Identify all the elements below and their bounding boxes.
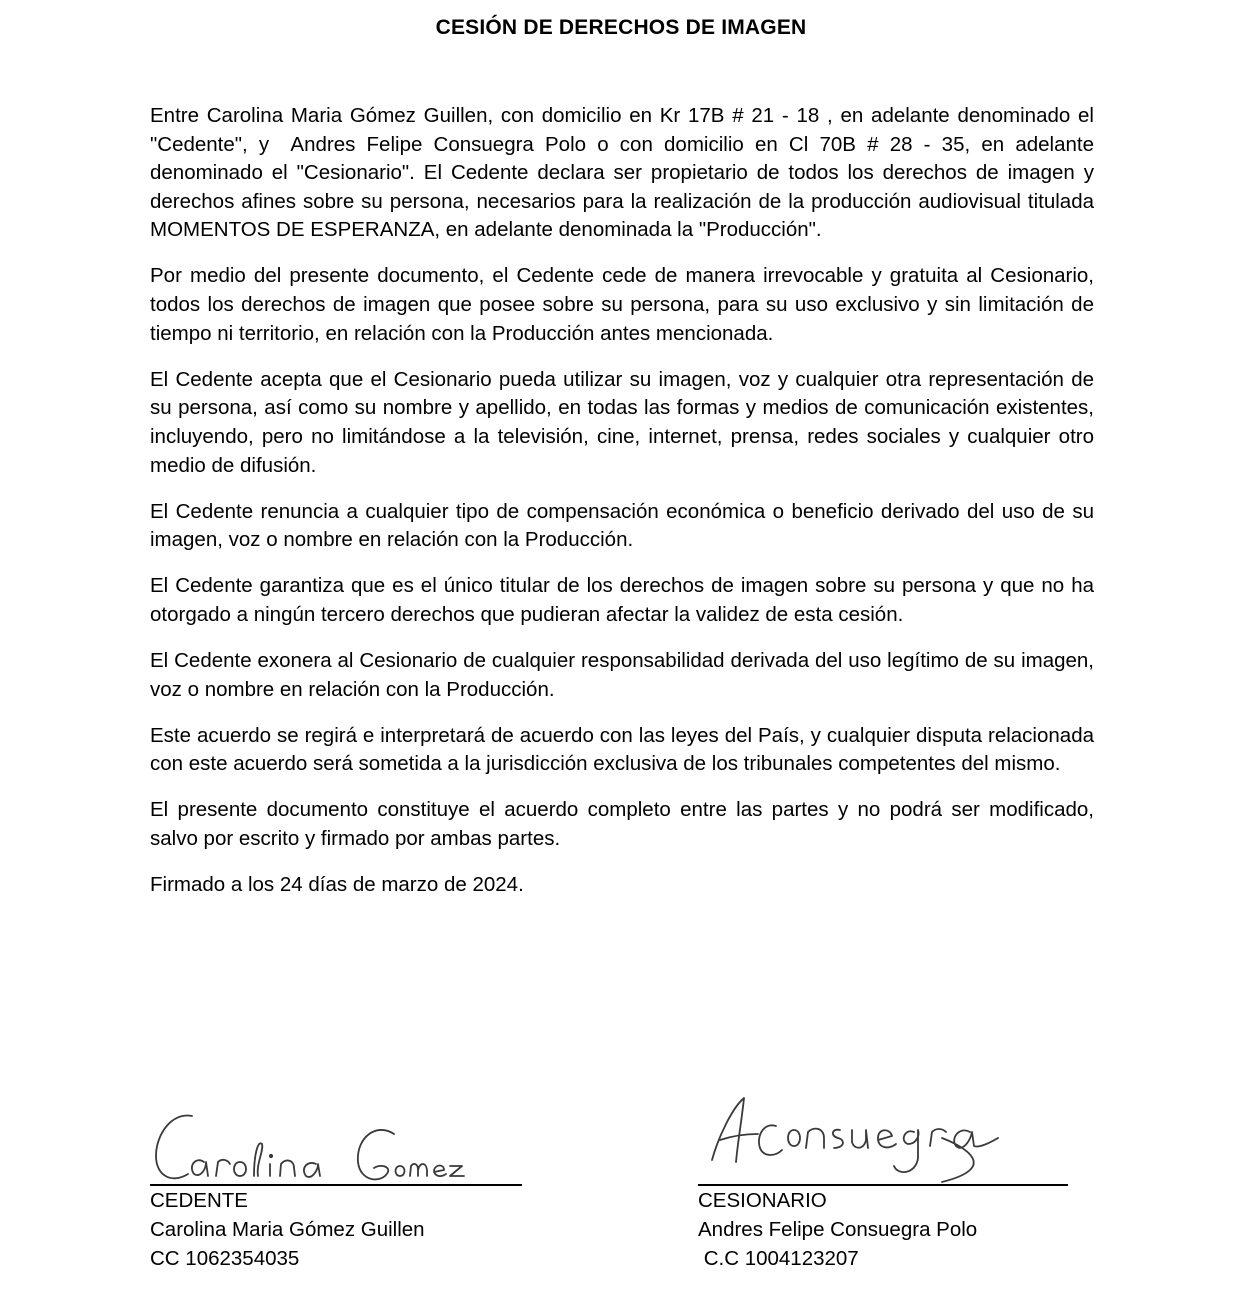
cesionario-role-label: CESIONARIO [698, 1189, 827, 1212]
document-body [150, 102, 1100, 917]
cedente-handwritten-signature [150, 1104, 480, 1188]
paragraph-compensation: El Cedente renuncia a cualquier tipo de compensación económica o beneficio derivado del uso de su imagen, voz o nombre en relación con la Producción. [150, 499, 1100, 552]
cesionario-handwritten-signature [698, 1078, 1058, 1188]
cedente-role-label: CEDENTE [150, 1189, 248, 1212]
paragraph-signed-date: Firmado a los 24 días de marzo de 2024. [150, 873, 524, 897]
cedente-signature-block [150, 1100, 522, 1273]
paragraph-guarantee: El Cedente garantiza que es el único titular de los derechos de imagen sobre su persona y que no ha otorgado a ningún tercero derechos que pudieran afectar la validez de esta cesión. [150, 574, 1100, 626]
paragraph-jurisdiction: Este acuerdo se regirá e interpretará de acuerdo con las leyes del País, y cualquier disputa relacionada con este acuerdo será sometida a la jurisdicción exclusiva de los tribunales competentes del mismo. [150, 723, 1100, 776]
paragraph-exoneration: El Cedente exonera al Cesionario de cualquier responsabilidad derivada del uso legítimo de su imagen, voz o nombre en relación con la Producción. [150, 649, 1100, 701]
cesionario-name: Andres Felipe Consuegra Polo [698, 1218, 978, 1241]
cesionario-signature-block [698, 1100, 1068, 1273]
paragraph-usage: El Cedente acepta que el Cesionario pueda utilizar su imagen, voz y cualquier otra representación de su persona, así como su nombre y apellido, en todas las formas y medios de comunicación existentes, incluyendo, pero no limitándose a la televisión, cine, internet, prensa, redes sociales y cualquier otro medio de difusión. [150, 367, 1100, 477]
paragraph-complete-agreement: El presente documento constituye el acuerdo completo entre las partes y no podrá ser modificado, salvo por escrito y firmado por ambas partes. [150, 798, 1100, 850]
paragraph-parties: Entre Carolina Maria Gómez Guillen, con domicilio en Kr 17B # 21 - 18 , en adelante denominado el "Cedente", y Andres Felipe Consuegra Polo o con domicilio en Cl 70B # 28 - 35, en adelante denominado el "Cesionario". El Cedente declara ser propietario de todos los derechos de imagen y derechos afines sobre su persona, necesarios para la realización de la producción audiovisual titulada MOMENTOS DE ESPERANZA, en adelante denominada la "Producción". [150, 104, 1100, 242]
cedente-id: CC 1062354035 [150, 1247, 300, 1270]
cesionario-id: C.C 1004123207 [698, 1247, 859, 1270]
cedente-name: Carolina Maria Gómez Guillen [150, 1218, 425, 1241]
document-title: CESIÓN DE DERECHOS DE IMAGEN [435, 16, 807, 39]
cesionario-signature-line [698, 1100, 1068, 1186]
cedente-signature-line [150, 1100, 522, 1186]
paragraph-cession: Por medio del presente documento, el Cedente cede de manera irrevocable y gratuita al Cesionario, todos los derechos de imagen que posee sobre su persona, para su uso exclusivo y sin limitación de tiempo ni territorio, en relación con la Producción antes mencionada. [150, 264, 1100, 345]
